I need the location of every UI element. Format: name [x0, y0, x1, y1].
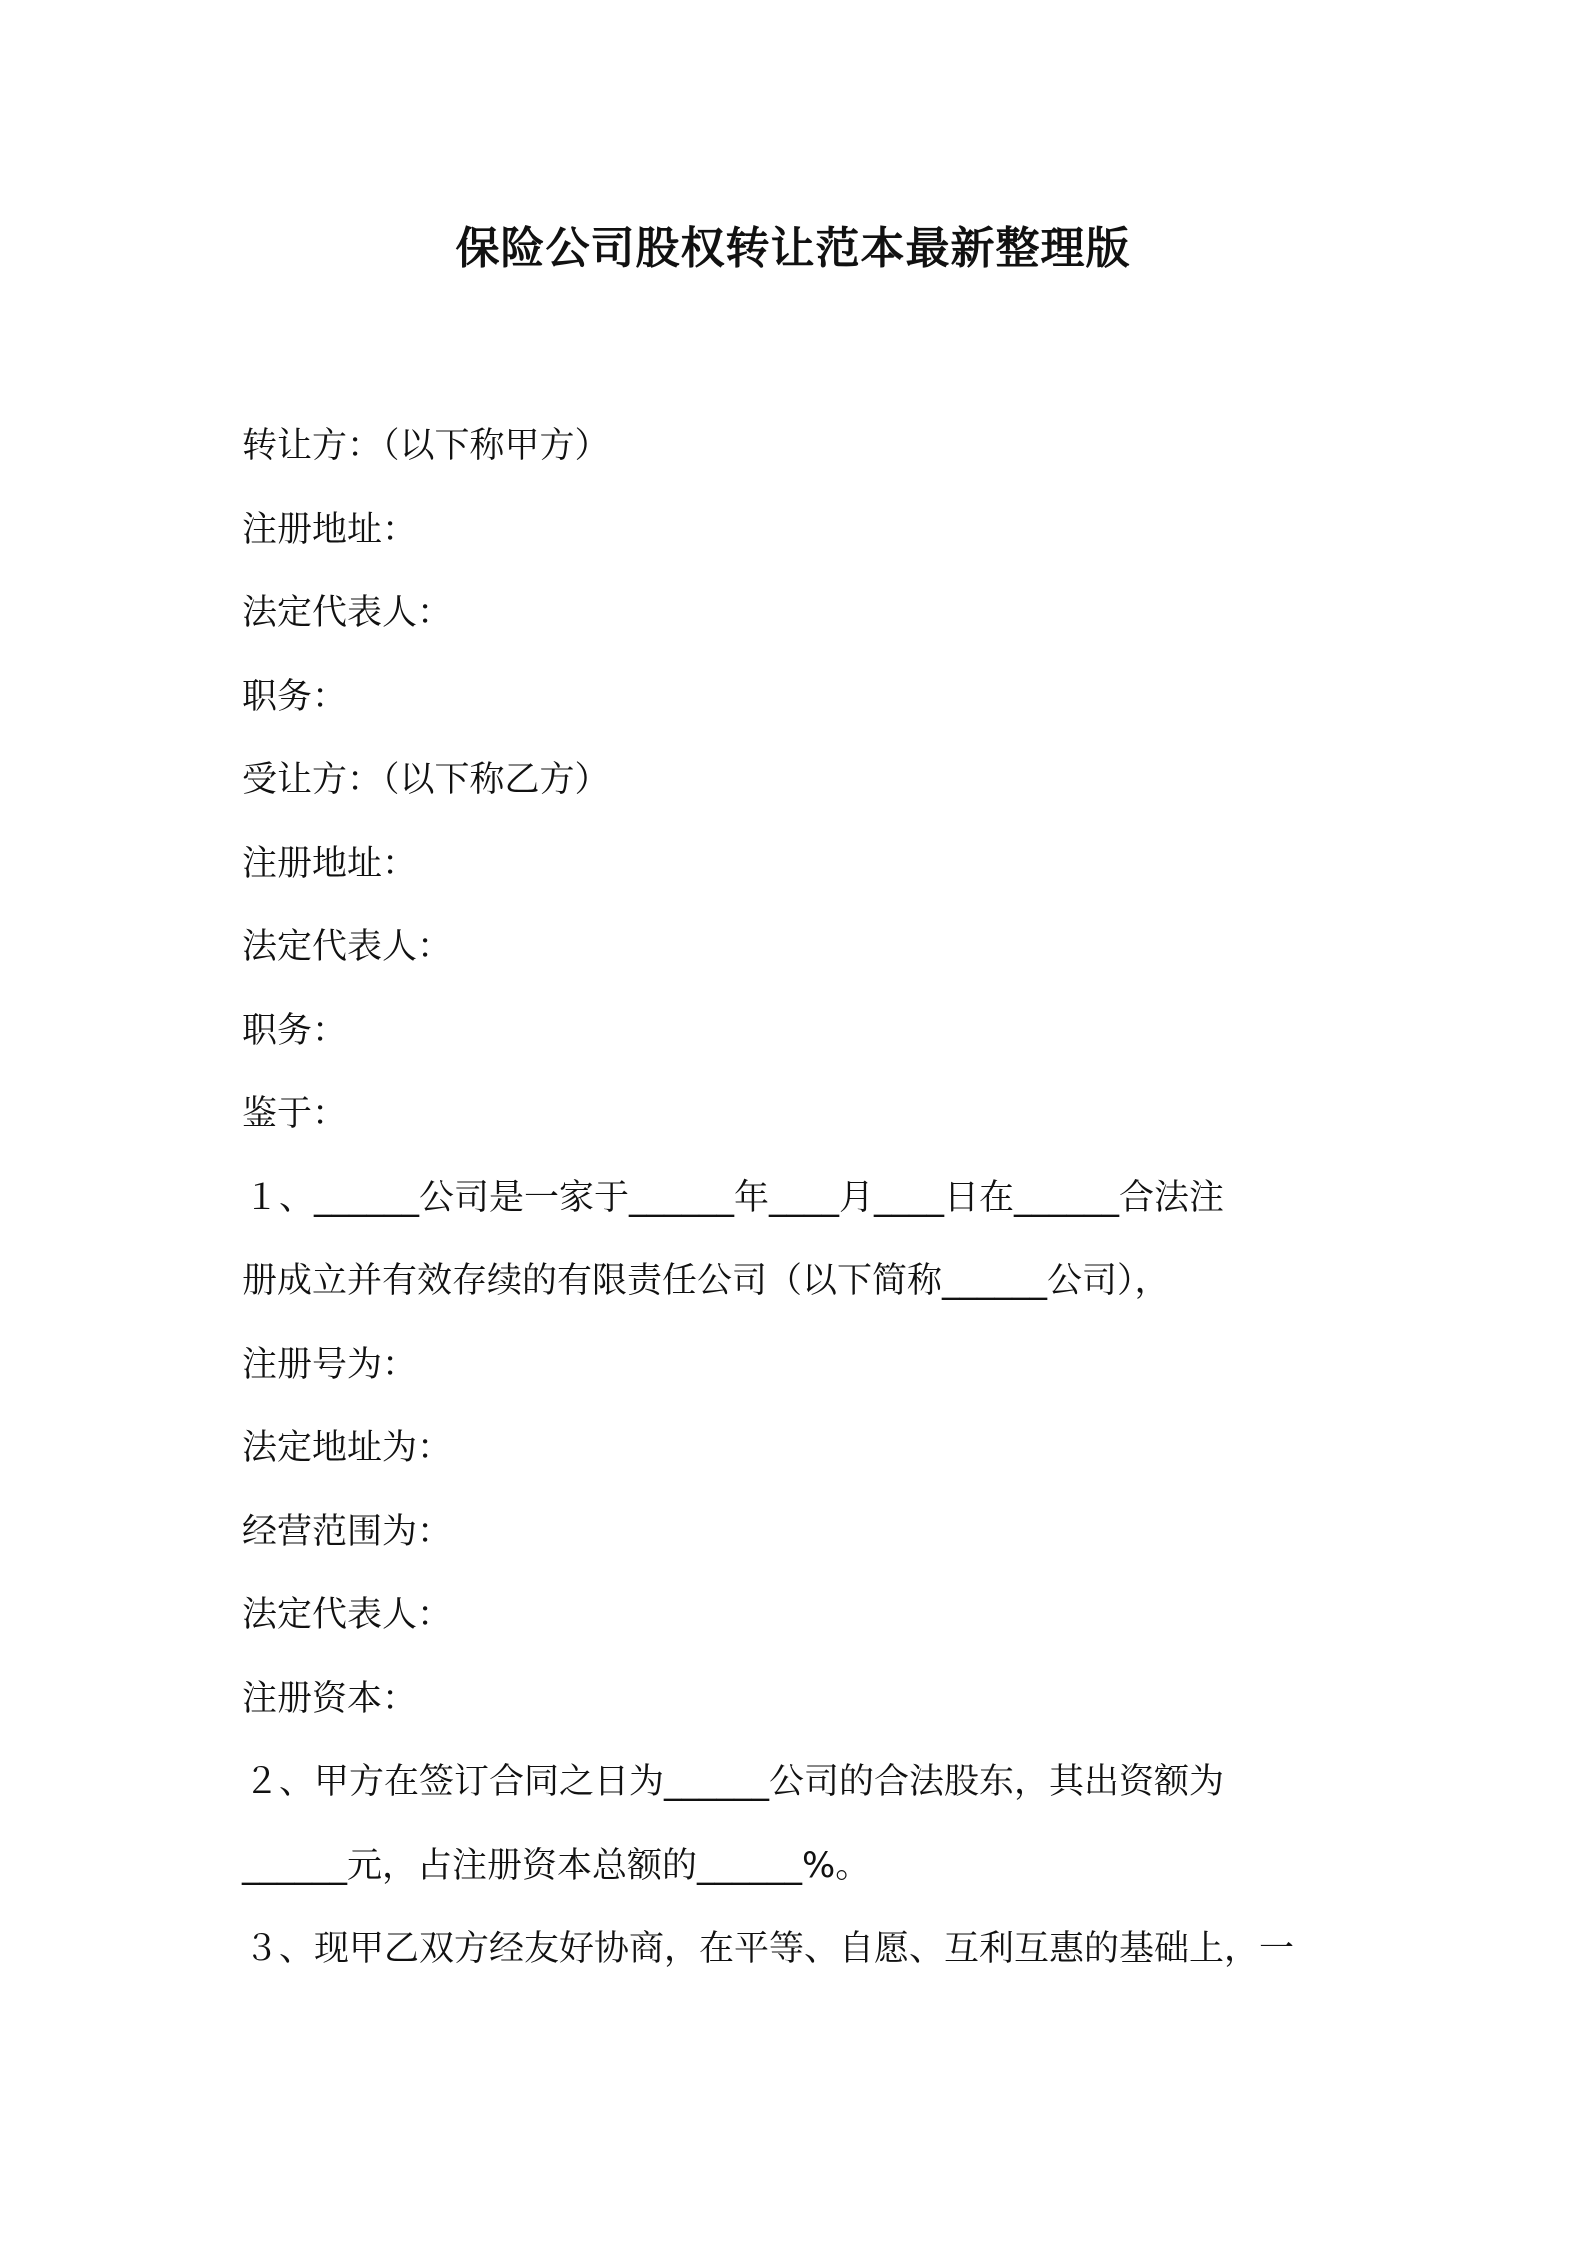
company-legal-rep-line: 法定代表人：: [242, 1595, 453, 1635]
clause-1-line-1: １、______公司是一家于______年____月____日在______合法注: [244, 1177, 1225, 1218]
clause-2-line-1: ２、甲方在签订合同之日为______公司的合法股东，其出资额为: [244, 1762, 1225, 1802]
clause-3-line-1: ３、现甲乙双方经友好协商，在平等、自愿、互利互惠的基础上，一: [244, 1929, 1295, 1969]
transferee-line: 受让方：（以下称乙方）: [242, 760, 610, 800]
transferor-address-line: 注册地址：: [242, 509, 418, 550]
transferee-position-line: 职务：: [242, 1010, 348, 1051]
clause-2-line-2: ______元，占注册资本总额的______%。: [242, 1845, 871, 1886]
registered-capital-line: 注册资本：: [242, 1678, 418, 1719]
transferee-legal-rep-line: 法定代表人：: [242, 927, 453, 967]
transferor-legal-rep-line: 法定代表人：: [242, 593, 453, 633]
whereas-heading: 鉴于：: [242, 1094, 348, 1134]
transferor-line: 转让方：（以下称甲方）: [242, 426, 610, 466]
business-scope-line: 经营范围为：: [242, 1511, 453, 1552]
transferee-address-line: 注册地址：: [242, 843, 418, 884]
registration-number-line: 注册号为：: [242, 1344, 418, 1385]
document-body: [242, 405, 1362, 1992]
document-title: 保险公司股权转让范本最新整理版: [455, 223, 1131, 274]
clause-1-line-2: 册成立并有效存续的有限责任公司（以下简称______公司），: [242, 1261, 1170, 1301]
transferor-position-line: 职务：: [242, 676, 348, 717]
legal-address-line: 法定地址为：: [242, 1428, 453, 1468]
